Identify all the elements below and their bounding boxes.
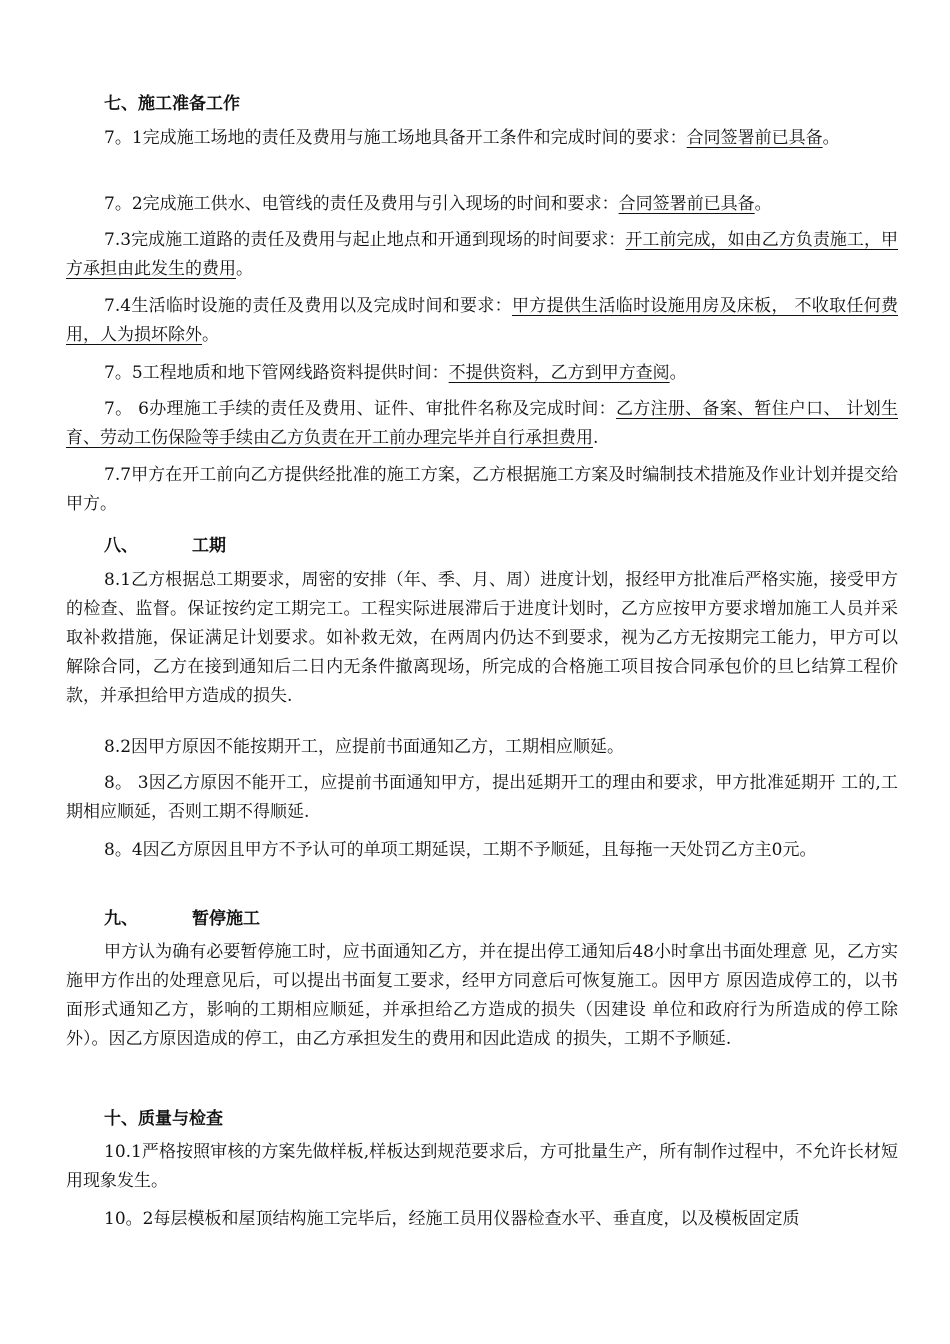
section-8-heading: 八、 工期 — [104, 536, 226, 556]
clause-7-5: 7。5工程地质和地下管网线路资料提供时间：不提供资料，乙方到甲方查阅。 — [104, 363, 687, 383]
clause-7-6-answer: 乙方注册、备案、暂住户口、 计划生育、劳动工伤保险等手续由乙方负责在开工前办理完毕并自行承担费用 — [66, 399, 898, 448]
clause-7-4-answer: 甲方提供生活临时设施用房及床板， 不收取任何费用，人为损坏除外 — [66, 296, 898, 345]
clause-8-3: 8。 3因乙方原因不能开工，应提前书面通知甲方，提出延期开工的理由和要求，甲方批准延期开 工的,工期相应顺延，否则工期不得顺延. — [66, 773, 898, 822]
clause-9-body: 甲方认为确有必要暂停施工时，应书面通知乙方，并在提出停工通知后48小时拿出书面处理意 见，乙方实施甲方作出的处理意见后，可以提出书面复工要求，经甲方同意后可恢复施工。因甲方 原因造成停工的，以书面形式通知乙方，影响的工期相应顺延，并承担给乙方造成的损失（因建设 单位和政府行为所造成的停工除外）。因乙方原因造成的停工，由乙方承担发生的费用和因此造成 的损失，工期不予顺延. — [66, 942, 898, 1049]
section-9-heading: 九、 暂停施工 — [104, 909, 260, 929]
clause-10-1: 10.1严格按照审核的方案先做样板,样板达到规范要求后，方可批量生产，所有制作过程中，不允许长材短用现象发生。 — [66, 1142, 898, 1191]
clause-7-2: 7。2完成施工供水、电管线的责任及费用与引入现场的时间和要求：合同签署前已具备。 — [104, 194, 772, 214]
clause-7-4: 7.4生活临时设施的责任及费用以及完成时间和要求：甲方提供生活临时设施用房及床板， 不收取任何费用，人为损坏除外。 — [66, 296, 898, 345]
clause-10-2: 10。2每层模板和屋顶结构施工完毕后，经施工员用仪器检查水平、垂直度，以及模板固定质 — [104, 1209, 800, 1229]
clause-7-3-answer: 开工前完成，如由乙方负责施工，甲方承担由此发生的费用 — [66, 230, 898, 279]
clause-8-1: 8.1乙方根据总工期要求，周密的安排（年、季、月、周）进度计划，报经甲方批准后严格实施，接受甲方的检查、监督。保证按约定工期完工。工程实际进展滞后于进度计划时，乙方应按甲方要求增加施工人员并采取补救措施，保证满足计划要求。如补救无效，在两周内仍达不到要求，视为乙方无按期完工能力，甲方可以解除合同，乙方在接到通知后二日内无条件撤离现场，所完成的合格施工项目按合同承包价的旦匕结算工程价款，并承担给甲方造成的损失. — [66, 570, 898, 706]
clause-7-2-answer: 合同签署前已具备 — [618, 194, 755, 214]
clause-7-1: 7。1完成施工场地的责任及费用与施工场地具备开工条件和完成时间的要求：合同签署前已具备。 — [104, 128, 840, 148]
clause-8-2: 8.2因甲方原因不能按期开工，应提前书面通知乙方，工期相应顺延。 — [104, 737, 625, 757]
clause-7-1-answer: 合同签署前已具备 — [686, 128, 823, 148]
clause-7-6: 7。 6办理施工手续的责任及费用、证件、审批件名称及完成时间：乙方注册、备案、暂住户口、 计划生育、劳动工伤保险等手续由乙方负责在开工前办理完毕并自行承担费用. — [66, 399, 898, 448]
clause-7-7: 7.7甲方在开工前向乙方提供经批准的施工方案，乙方根据施工方案及时编制技术措施及作业计划并提交给甲方。 — [66, 465, 898, 514]
section-7-heading: 七、施工准备工作 — [104, 94, 240, 114]
section-10-heading: 十、质量与检查 — [104, 1109, 223, 1129]
clause-7-3: 7.3完成施工道路的责任及费用与起止地点和开通到现场的时间要求：开工前完成，如由乙方负责施工，甲方承担由此发生的费用。 — [66, 230, 898, 279]
clause-8-4: 8。4因乙方原因且甲方不予认可的单项工期延误，工期不予顺延，且每拖一天处罚乙方主0元。 — [104, 840, 817, 860]
clause-7-5-answer: 不提供资料，乙方到甲方查阅 — [448, 363, 670, 383]
